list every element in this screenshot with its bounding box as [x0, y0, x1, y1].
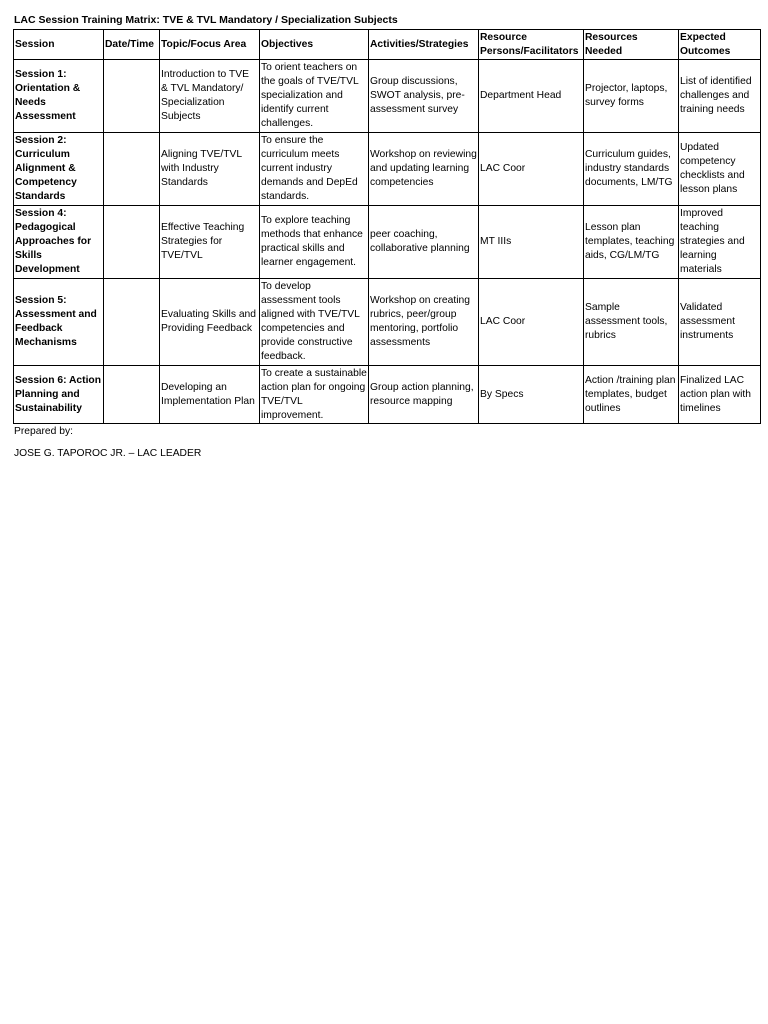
prepared-by-label: Prepared by:	[14, 426, 73, 437]
cell-expected-outcomes: Updated competency checklists and lesson plans	[679, 133, 761, 206]
cell-resources-needed: Projector, laptops, survey forms	[584, 60, 679, 133]
cell-objectives: To explore teaching methods that enhance practical skills and learner engagement.	[260, 206, 369, 279]
cell-activities: Group discussions, SWOT analysis, pre-assessment survey	[369, 60, 479, 133]
cell-resource-persons: MT IIIs	[479, 206, 584, 279]
header-objectives: Objectives	[260, 30, 369, 60]
cell-session: Session 2: Curriculum Alignment & Competency Standards	[14, 133, 104, 206]
table-header-row	[14, 30, 761, 60]
cell-resources-needed: Sample assessment tools, rubrics	[584, 279, 679, 366]
cell-date-time	[104, 279, 160, 366]
cell-objectives: To create a sustainable action plan for ongoing TVE/TVL improvement.	[260, 366, 369, 424]
cell-session: Session 1: Orientation & Needs Assessment	[14, 60, 104, 133]
cell-session: Session 5: Assessment and Feedback Mechanisms	[14, 279, 104, 366]
header-activities: Activities/Strategies	[369, 30, 479, 60]
cell-date-time	[104, 206, 160, 279]
cell-expected-outcomes: Validated assessment instruments	[679, 279, 761, 366]
cell-objectives: To ensure the curriculum meets current industry demands and DepEd standards.	[260, 133, 369, 206]
cell-expected-outcomes: Finalized LAC action plan with timelines	[679, 366, 761, 424]
table-row	[14, 206, 761, 279]
cell-topic: Aligning TVE/TVL with Industry Standards	[160, 133, 260, 206]
cell-expected-outcomes: List of identified challenges and training needs	[679, 60, 761, 133]
cell-resource-persons: LAC Coor	[479, 133, 584, 206]
cell-topic: Introduction to TVE & TVL Mandatory/ Specialization Subjects	[160, 60, 260, 133]
cell-date-time	[104, 366, 160, 424]
cell-resource-persons: LAC Coor	[479, 279, 584, 366]
table-row	[14, 366, 761, 424]
cell-resources-needed: Lesson plan templates, teaching aids, CG/LM/TG	[584, 206, 679, 279]
cell-resource-persons: Department Head	[479, 60, 584, 133]
cell-topic: Effective Teaching Strategies for TVE/TVL	[160, 206, 260, 279]
table-row	[14, 279, 761, 366]
cell-activities: Workshop on creating rubrics, peer/group mentoring, portfolio assessments	[369, 279, 479, 366]
header-topic: Topic/Focus Area	[160, 30, 260, 60]
cell-date-time	[104, 133, 160, 206]
signatory-name: JOSE G. TAPOROC JR. – LAC LEADER	[14, 448, 202, 459]
cell-activities: Workshop on reviewing and updating learning competencies	[369, 133, 479, 206]
cell-expected-outcomes: Improved teaching strategies and learning materials	[679, 206, 761, 279]
cell-date-time	[104, 60, 160, 133]
cell-activities: Group action planning, resource mapping	[369, 366, 479, 424]
training-matrix-table	[13, 29, 761, 424]
cell-resource-persons: By Specs	[479, 366, 584, 424]
header-session: Session	[14, 30, 104, 60]
table-row	[14, 133, 761, 206]
header-expected-outcomes: Expected Outcomes	[679, 30, 761, 60]
cell-activities: peer coaching, collaborative planning	[369, 206, 479, 279]
document-title: LAC Session Training Matrix: TVE & TVL Mandatory / Specialization Subjects	[14, 14, 398, 26]
cell-topic: Evaluating Skills and Providing Feedback	[160, 279, 260, 366]
header-date-time: Date/Time	[104, 30, 160, 60]
cell-resources-needed: Action /training plan templates, budget outlines	[584, 366, 679, 424]
cell-objectives: To orient teachers on the goals of TVE/TVL specialization and identify current challenges.	[260, 60, 369, 133]
cell-session: Session 6: Action Planning and Sustainability	[14, 366, 104, 424]
cell-topic: Developing an Implementation Plan	[160, 366, 260, 424]
table-row	[14, 60, 761, 133]
cell-resources-needed: Curriculum guides, industry standards documents, LM/TG	[584, 133, 679, 206]
header-resources-needed: Resources Needed	[584, 30, 679, 60]
cell-session: Session 4: Pedagogical Approaches for Skills Development	[14, 206, 104, 279]
cell-objectives: To develop assessment tools aligned with TVE/TVL competencies and provide constructive feedback.	[260, 279, 369, 366]
header-resource-persons: Resource Persons/Facilitators	[479, 30, 584, 60]
